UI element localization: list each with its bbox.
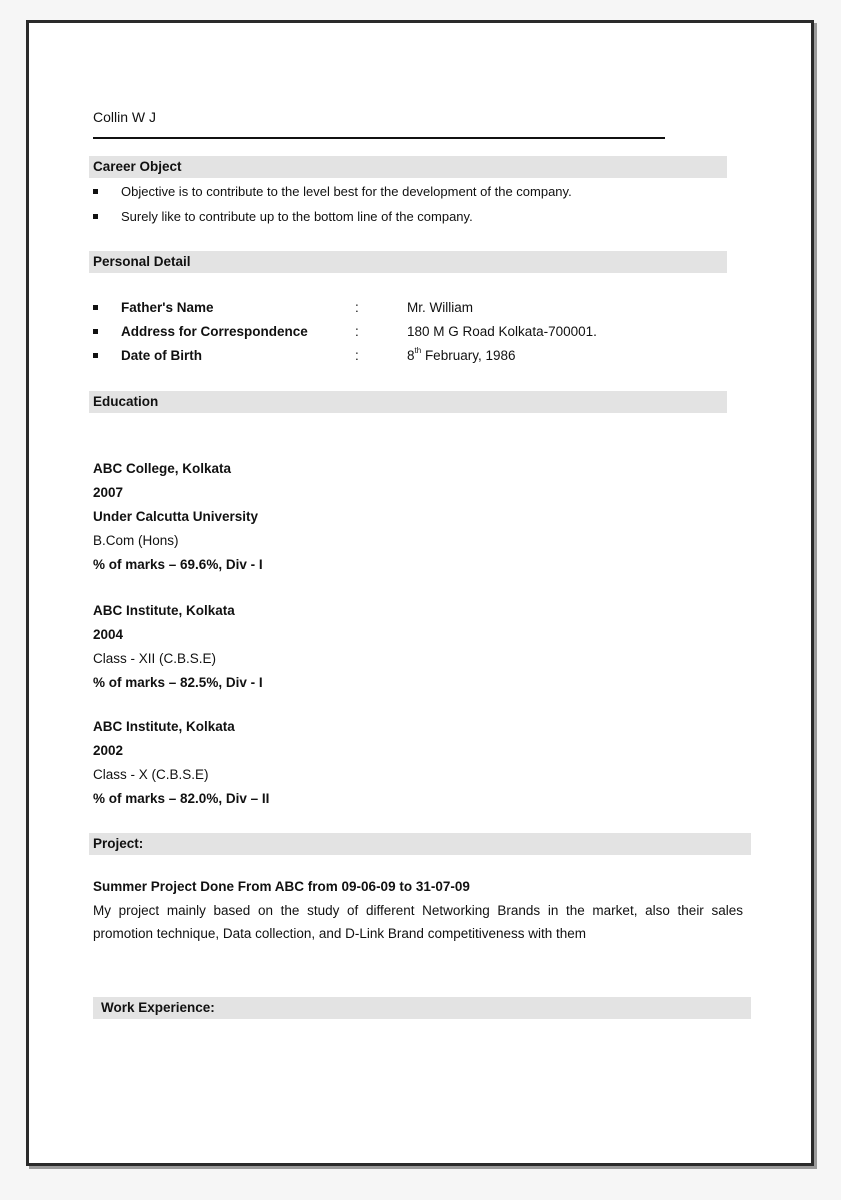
- bullet-icon: [93, 214, 98, 219]
- course-name: Class - XII (C.B.S.E): [93, 651, 217, 666]
- education-year: 2007: [93, 485, 124, 500]
- date-of-birth-value: 8th February, 1986: [407, 346, 516, 363]
- institute-name: ABC Institute, Kolkata: [93, 603, 235, 618]
- education-year: 2004: [93, 627, 124, 642]
- personal-detail-heading: Personal Detail: [89, 251, 727, 273]
- project-title: Summer Project Done From ABC from 09-06-09 to 31-07-09: [93, 879, 470, 894]
- marks: % of marks – 82.5%, Div - I: [93, 675, 263, 690]
- education-heading: Education: [89, 391, 727, 413]
- bullet-icon: [93, 189, 98, 194]
- bullet-icon: [93, 353, 98, 358]
- education-entry: [93, 457, 263, 577]
- bullet-icon: [93, 329, 98, 334]
- institute-name: ABC College, Kolkata: [93, 461, 232, 476]
- education-year: 2002: [93, 743, 124, 758]
- name-underline: [93, 137, 665, 139]
- marks: % of marks – 69.6%, Div - I: [93, 557, 263, 572]
- education-entry: [93, 715, 269, 811]
- career-object-heading: Career Object: [89, 156, 727, 178]
- project-description: My project mainly based on the study of different Networking Brands in the market, also their sales promotion technique, Data collection, and D-Link Brand competitiveness with them: [93, 903, 743, 941]
- marks: % of marks – 82.0%, Div – II: [93, 791, 270, 806]
- project-heading: Project:: [89, 833, 751, 855]
- institute-name: ABC Institute, Kolkata: [93, 719, 235, 734]
- work-experience-heading: Work Experience:: [93, 997, 751, 1019]
- education-entry: [93, 599, 263, 695]
- course-name: B.Com (Hons): [93, 533, 179, 548]
- bullet-icon: [93, 305, 98, 310]
- course-name: Class - X (C.B.S.E): [93, 767, 209, 782]
- university-name: Under Calcutta University: [93, 509, 259, 524]
- resume-page: Collin W J Career Object Objective is to contribute to the level best for the development of the company. Surely like to contribute up to the bottom line of the company. Personal Detail Father's Name : Mr. William Address for Correspondence : 180 M G Road Kolkata-700001. Date of Birth : 8th February, 1986 Education ABC College, Kolkata 2007 Under Calcutta University B.Com (Hons) % of marks – 69.6%, Div - I ABC Institute, Kolkata 2004 Class - XII (C.B.S.E) % of marks – 82.5%, Div - I ABC Institute, Kolkata 2002 Class - X (C.B.S.E) % of marks – 82.0%, Div – II Project: Summer Project Done From ABC from 09-06-09 to 31-07-09 My project mainly based on the study of different Networking Brands in the market, also their sales promotion technique, Data collection, and D-Link Brand competitiveness with them Work Experience:: [26, 20, 814, 1166]
- candidate-name: Collin W J: [93, 109, 157, 125]
